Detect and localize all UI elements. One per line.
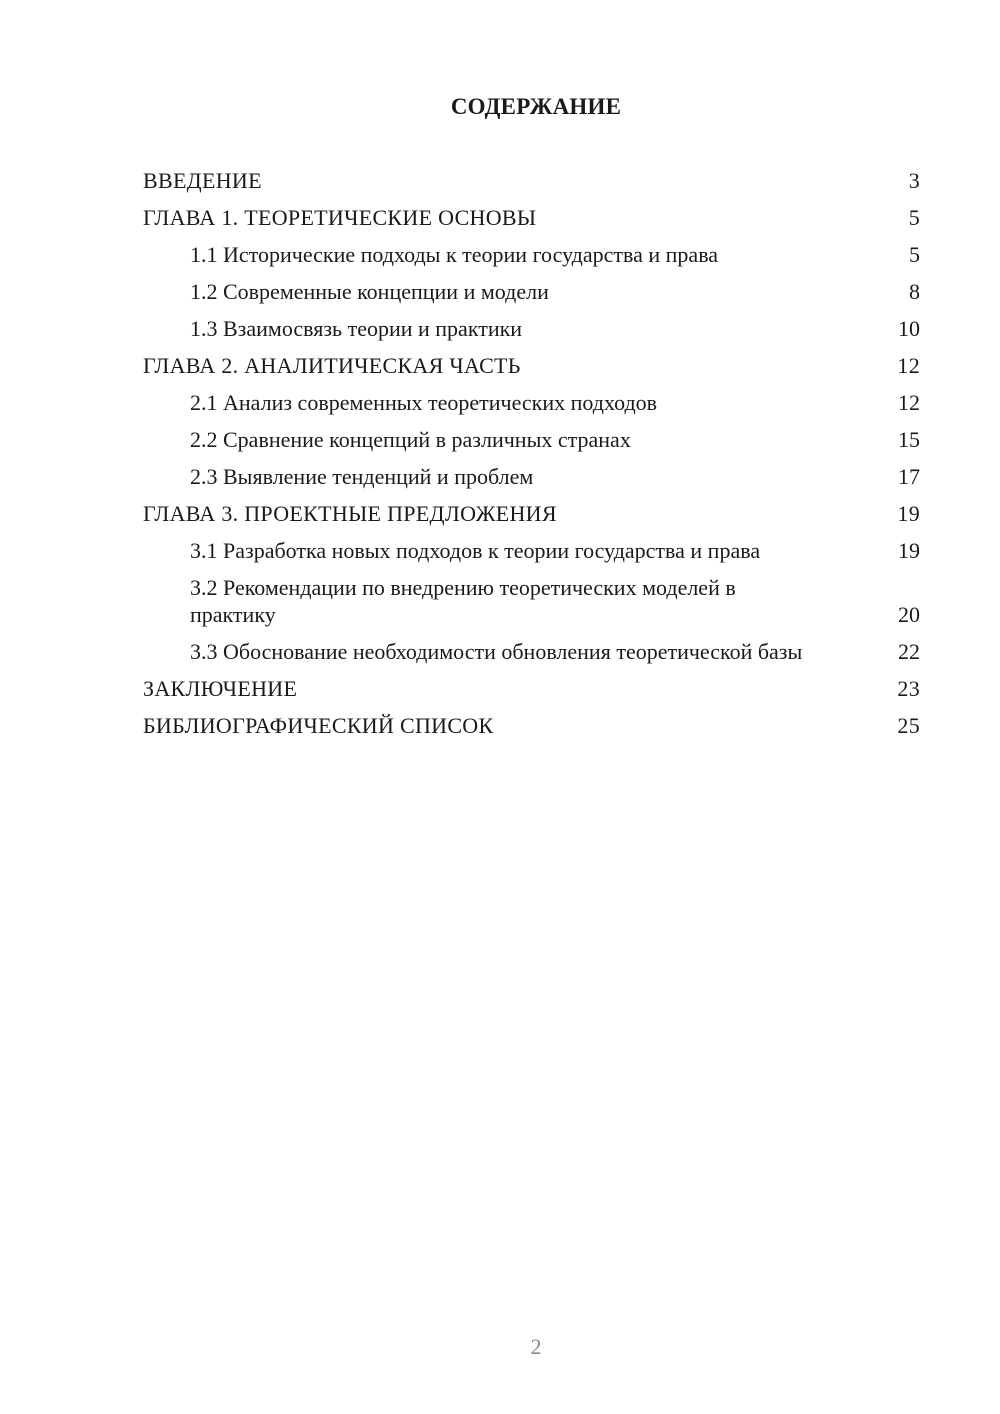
toc-entry-text: 3.3 Обоснование необходимости обновления теоретической базы [190, 639, 803, 664]
toc-entry-chapter-2 [143, 352, 920, 379]
toc-entry-chapter-3 [143, 500, 920, 527]
toc-entry-text: 3.2 Рекомендации по внедрению теоретических моделей в практику [190, 575, 736, 627]
toc-entry-text: ГЛАВА 2. АНАЛИТИЧЕСКАЯ ЧАСТЬ [143, 353, 521, 378]
toc-entry-text: 3.1 Разработка новых подходов к теории государства и права [190, 538, 761, 563]
toc-entry-page: 5 [909, 242, 920, 267]
toc-entry-section-3-1 [143, 537, 920, 564]
toc-entry-text: ГЛАВА 3. ПРОЕКТНЫЕ ПРЕДЛОЖЕНИЯ [143, 501, 557, 526]
toc-entry-text: ЗАКЛЮЧЕНИЕ [143, 676, 298, 701]
toc-entry-text: 2.3 Выявление тенденций и проблем [190, 464, 534, 489]
toc-entry-page: 8 [909, 279, 920, 304]
toc-entry-text: ГЛАВА 1. ТЕОРЕТИЧЕСКИЕ ОСНОВЫ [143, 205, 537, 230]
toc-entry-page: 19 [897, 501, 920, 526]
page-title: СОДЕРЖАНИЕ [450, 94, 622, 119]
toc-entry-text: 1.3 Взаимосвязь теории и практики [190, 316, 523, 341]
table-of-contents [143, 167, 920, 749]
toc-entry-page: 5 [908, 205, 920, 230]
page-number: 2 [530, 1334, 542, 1359]
toc-entry-section-2-3 [143, 463, 920, 490]
toc-entry-chapter-1 [143, 204, 920, 231]
toc-entry-page: 15 [898, 427, 920, 452]
toc-entry-page: 23 [897, 676, 920, 701]
toc-entry-introduction [143, 167, 920, 194]
toc-entry-text: ВВЕДЕНИЕ [143, 168, 262, 193]
toc-entry-section-3-2 [143, 574, 920, 628]
toc-entry-page: 25 [897, 713, 920, 738]
toc-entry-page: 3 [908, 168, 920, 193]
toc-entry-page: 19 [898, 538, 920, 563]
toc-entry-section-3-3 [143, 638, 920, 665]
toc-entry-text: 1.1 Исторические подходы к теории государства и права [190, 242, 719, 267]
toc-entry-page: 17 [898, 464, 920, 489]
toc-entry-section-1-1 [143, 241, 920, 268]
toc-entry-section-2-1 [143, 389, 920, 416]
toc-entry-conclusion [143, 675, 920, 702]
toc-entry-text: 1.2 Современные концепции и модели [190, 279, 549, 304]
toc-entry-section-2-2 [143, 426, 920, 453]
toc-entry-section-1-3 [143, 315, 920, 342]
toc-entry-page: 20 [898, 602, 920, 627]
toc-entry-page: 12 [898, 390, 920, 415]
toc-entry-text: 2.1 Анализ современных теоретических подходов [190, 390, 658, 415]
toc-entry-page: 10 [898, 316, 920, 341]
toc-entry-page: 12 [897, 353, 920, 378]
toc-entry-page: 22 [898, 639, 920, 664]
toc-entry-text: 2.2 Сравнение концепций в различных странах [190, 427, 631, 452]
toc-entry-bibliography [143, 712, 920, 739]
toc-entry-text: БИБЛИОГРАФИЧЕСКИЙ СПИСОК [143, 713, 494, 738]
toc-entry-section-1-2 [143, 278, 920, 305]
